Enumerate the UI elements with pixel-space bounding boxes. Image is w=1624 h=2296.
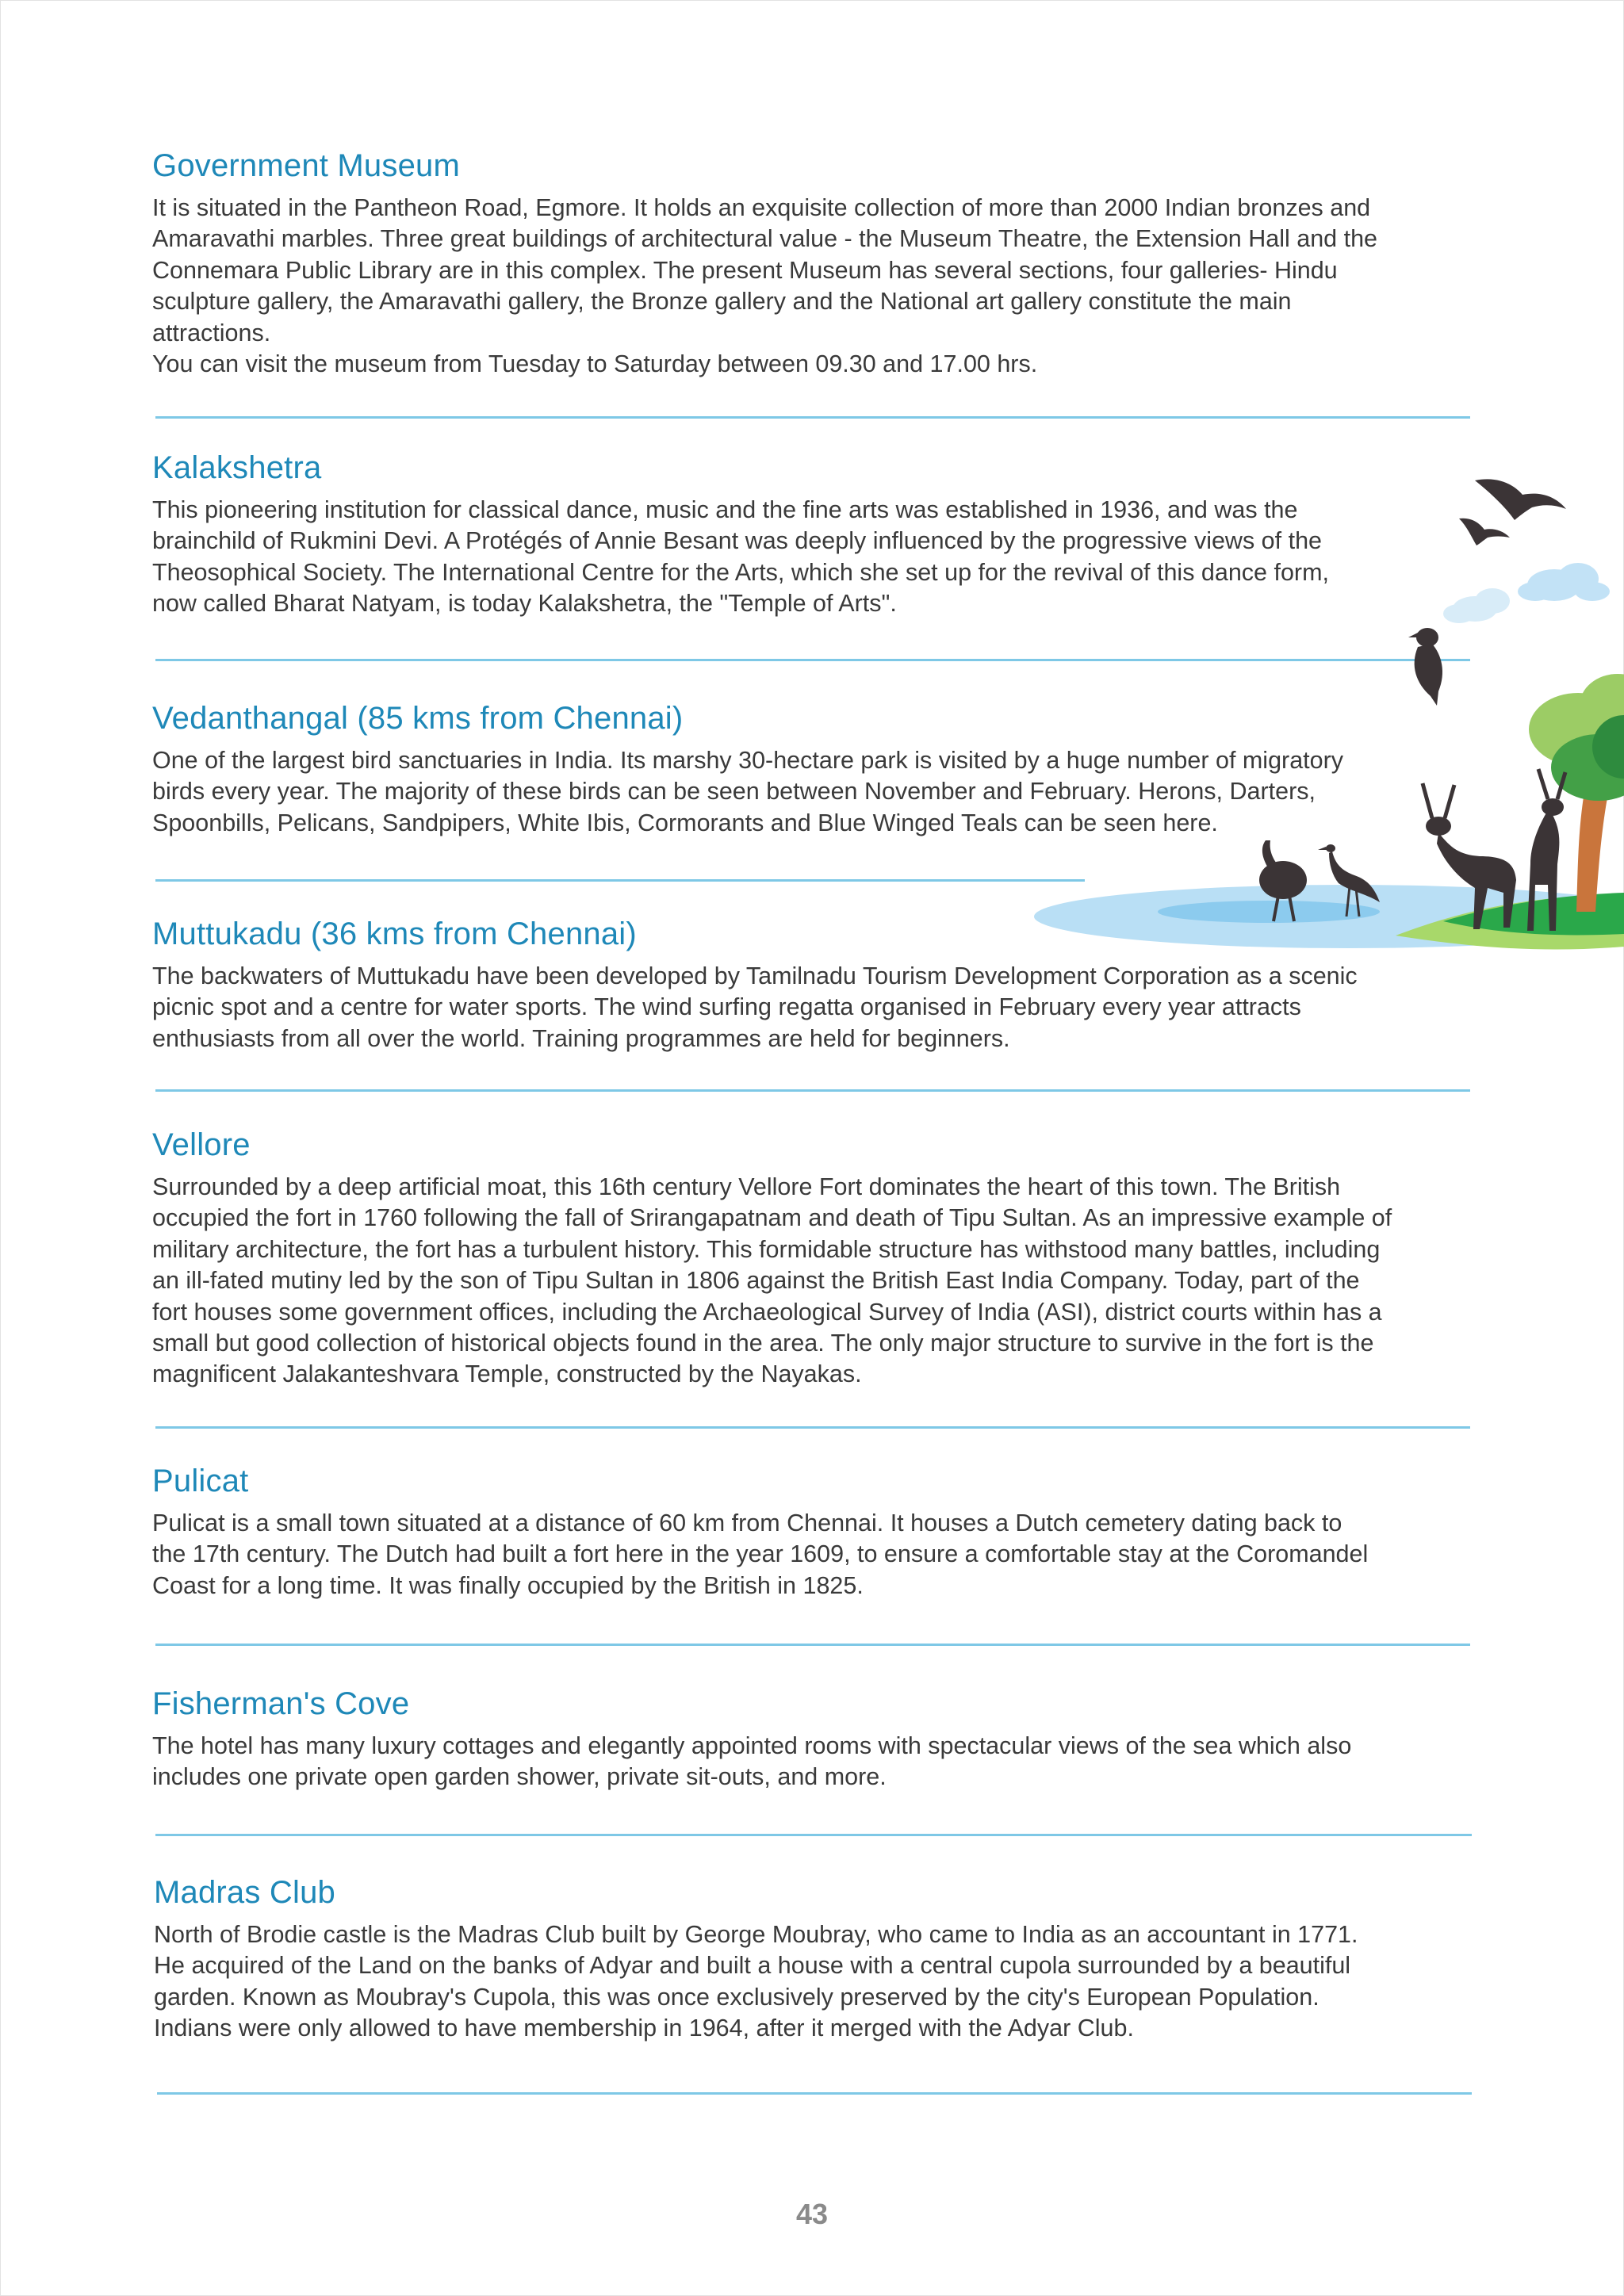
section-title: Madras Club (154, 1875, 335, 1910)
section-pulicat (152, 1462, 1500, 1601)
section-vellore (152, 1126, 1500, 1391)
body-line: Spoonbills, Pelicans, Sandpipers, White Ibis, Cormorants and Blue Winged Teals can be seen here. (152, 809, 1218, 836)
section-fishermans-cove (152, 1685, 1500, 1793)
body-line: Connemara Public Library are in this complex. The present Museum has several sections, four galleries- Hindu (152, 256, 1338, 284)
body-line: the 17th century. The Dutch had built a fort here in the year 1609, to ensure a comfortable stay at the Coromandel (152, 1540, 1369, 1568)
body-line: brainchild of Rukmini Devi. A Protégés of Annie Besant was deeply influenced by the progressive views of the (152, 527, 1322, 555)
cloud-icon (1518, 563, 1610, 601)
flying-bird-icon (1459, 519, 1510, 545)
body-line: magnificent Jalakanteshvara Temple, constructed by the Nayakas. (152, 1360, 862, 1388)
section-body (152, 1172, 1500, 1391)
section-divider (155, 1644, 1470, 1646)
section-divider (155, 1089, 1470, 1092)
section-divider (155, 416, 1470, 419)
body-line: military architecture, the fort has a turbulent history. This formidable structure has withstood many battles, including (152, 1235, 1381, 1263)
section-title: Pulicat (152, 1464, 249, 1498)
cloud-icon (1443, 588, 1510, 623)
body-line: fort houses some government offices, including the Archaeological Survey of India (ASI), district courts within has a (152, 1298, 1382, 1326)
body-line: You can visit the museum from Tuesday to Saturday between 09.30 and 17.00 hrs. (152, 350, 1038, 378)
body-line: garden. Known as Moubray's Cupola, this was once exclusively preserved by the city's European Population. (154, 1983, 1320, 2011)
body-line: enthusiasts from all over the world. Training programmes are held for beginners. (152, 1024, 1010, 1052)
section-title: Vellore (152, 1127, 251, 1162)
section-body (152, 193, 1500, 380)
section-government-museum (152, 147, 1500, 380)
body-line: sculpture gallery, the Amaravathi gallery, the Bronze gallery and the National art gallery constitute the main (152, 288, 1292, 316)
section-body (152, 1508, 1500, 1601)
section-divider (155, 1426, 1470, 1429)
body-line: picnic spot and a centre for water sports. The wind surfing regatta organised in February every year attracts (152, 993, 1301, 1021)
section-title: Kalakshetra (152, 450, 322, 485)
body-line: includes one private open garden shower, private sit-outs, and more. (152, 1763, 887, 1791)
body-line: One of the largest bird sanctuaries in India. Its marshy 30-hectare park is visited by a huge number of migratory (152, 747, 1344, 774)
body-line: Theosophical Society. The International Centre for the Arts, which she set up for the revival of this dance form, (152, 558, 1329, 586)
flying-bird-icon (1475, 479, 1566, 520)
section-divider (155, 879, 1085, 882)
section-title: Vedanthangal (85 kms from Chennai) (152, 701, 684, 736)
body-line: It is situated in the Pantheon Road, Egmore. It holds an exquisite collection of more than 2000 Indian bronzes and (152, 194, 1371, 221)
section-divider (155, 1834, 1472, 1836)
body-line: now called Bharat Natyam, is today Kalakshetra, the "Temple of Arts". (152, 590, 897, 618)
body-line: The backwaters of Muttukadu have been developed by Tamilnadu Tourism Development Corporation as a scenic (152, 962, 1358, 989)
body-line: Amaravathi marbles. Three great buildings of architectural value - the Museum Theatre, the Extension Hall and the (152, 225, 1378, 253)
wildlife-scene-icon (1031, 468, 1624, 959)
body-line: Coast for a long time. It was finally occupied by the British in 1825. (152, 1571, 864, 1599)
body-line: North of Brodie castle is the Madras Club built by George Moubray, who came to India as an accountant in 1771. (154, 1921, 1358, 1948)
section-title: Muttukadu (36 kms from Chennai) (152, 916, 637, 951)
body-line: birds every year. The majority of these birds can be seen between November and February. Herons, Darters, (152, 778, 1316, 806)
body-line: small but good collection of historical objects found in the area. The only major structure to survive in the fort is the (152, 1330, 1374, 1357)
section-title: Government Museum (152, 148, 460, 183)
section-title: Fisherman's Cove (152, 1686, 410, 1721)
page-number: 43 (795, 2198, 829, 2230)
section-body (152, 1731, 1500, 1793)
body-line: Surrounded by a deep artificial moat, this 16th century Vellore Fort dominates the heart of this town. The British (152, 1173, 1341, 1200)
body-line: attractions. (152, 319, 271, 346)
body-line: Pulicat is a small town situated at a distance of 60 km from Chennai. It houses a Dutch cemetery dating back to (152, 1510, 1342, 1536)
body-line: He acquired of the Land on the banks of Adyar and built a house with a central cupola surrounded by a beautiful (154, 1952, 1351, 1980)
section-body (152, 961, 1500, 1054)
body-line: Indians were only allowed to have membership in 1964, after it merged with the Adyar Club. (154, 2015, 1134, 2042)
body-line: an ill-fated mutiny led by the son of Tipu Sultan in 1806 against the British East India Company. Today, part of the (152, 1267, 1360, 1295)
kingfisher-icon (1408, 628, 1442, 706)
section-body (154, 1919, 1502, 2045)
section-divider (157, 2092, 1472, 2095)
section-madras-club (154, 1873, 1502, 2045)
body-line: occupied the fort in 1760 following the fall of Srirangapatnam and death of Tipu Sultan. As an impressive example of (152, 1204, 1392, 1232)
body-line: The hotel has many luxury cottages and elegantly appointed rooms with spectacular views of the sea which also (152, 1732, 1352, 1759)
body-line: This pioneering institution for classical dance, music and the fine arts was established in 1936, and was the (152, 496, 1298, 523)
